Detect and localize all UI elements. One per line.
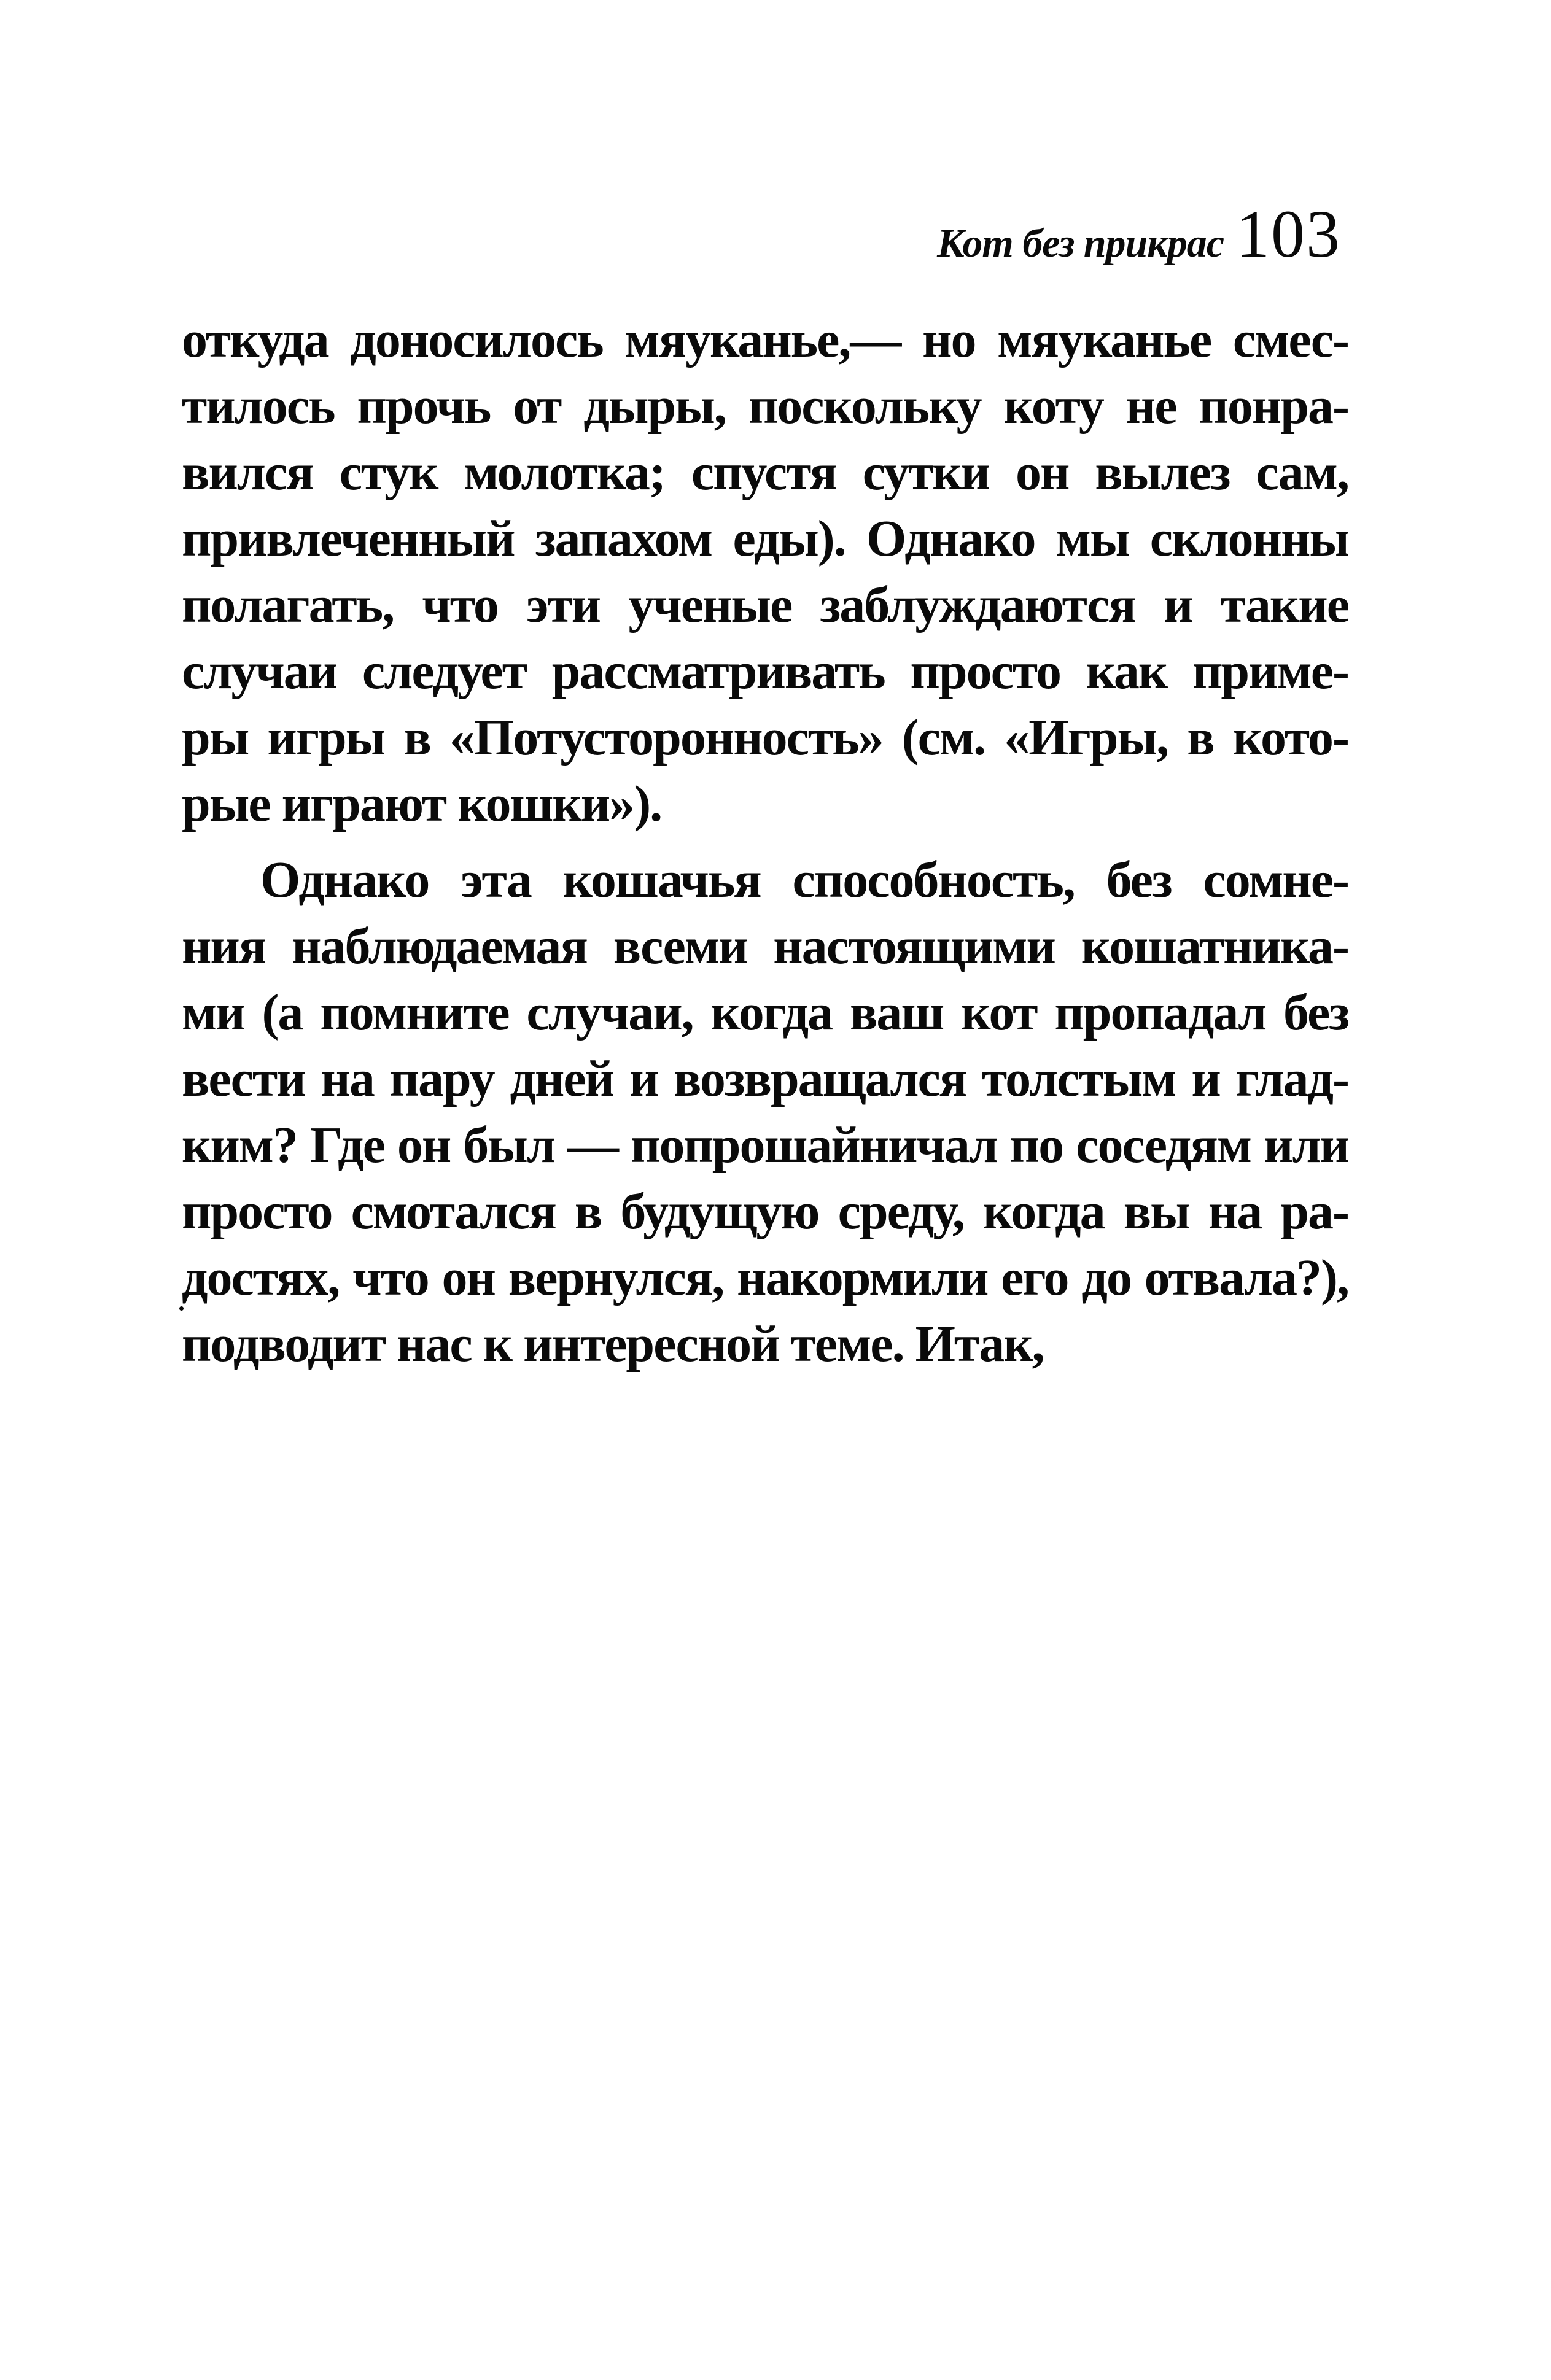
text-line: Однако эта кошачья способность, без сомне- <box>260 851 1348 909</box>
page-number: 103 <box>1236 196 1341 271</box>
running-header <box>937 195 1341 273</box>
text-line: ния наблюдаемая всеми настоящими кошатника- <box>182 918 1348 975</box>
paragraph-2 <box>182 847 1348 1378</box>
text-line: ры игры в «Потусторонность» (см. «Игры, в кото- <box>182 709 1348 766</box>
text-line: вился стук молотка; спустя сутки он вылез сам, <box>182 444 1348 501</box>
print-speck <box>179 1306 184 1311</box>
paragraph-1 <box>182 307 1348 837</box>
text-line: достях, что он вернулся, накормили его до отвала?), <box>182 1249 1348 1306</box>
text-line: вести на пару дней и возвращался толстым и глад- <box>182 1050 1348 1107</box>
text-line: подводит нас к интересной теме. Итак, <box>182 1316 1044 1373</box>
text-line: откуда доносилось мяуканье,— но мяуканье смес- <box>182 311 1348 368</box>
text-line: просто смотался в будущую среду, когда вы на ра- <box>182 1183 1348 1240</box>
text-line: ми (а помните случаи, когда ваш кот пропадал без <box>182 984 1348 1041</box>
text-line: тилось прочь от дыры, поскольку коту не понра- <box>182 378 1348 435</box>
text-line: привлеченный запахом еды). Однако мы склонны <box>182 510 1348 567</box>
text-line: случаи следует рассматривать просто как приме- <box>182 643 1348 700</box>
paragraph-spacer <box>182 837 1348 847</box>
body-text <box>182 307 1348 1378</box>
running-title: Кот без прикрас <box>937 221 1224 266</box>
text-line: рые играют кошки»). <box>182 775 662 832</box>
text-line: полагать, что эти ученые заблуждаются и такие <box>182 576 1348 634</box>
text-line: ким? Где он был — попрошайничал по соседям или <box>182 1117 1348 1174</box>
